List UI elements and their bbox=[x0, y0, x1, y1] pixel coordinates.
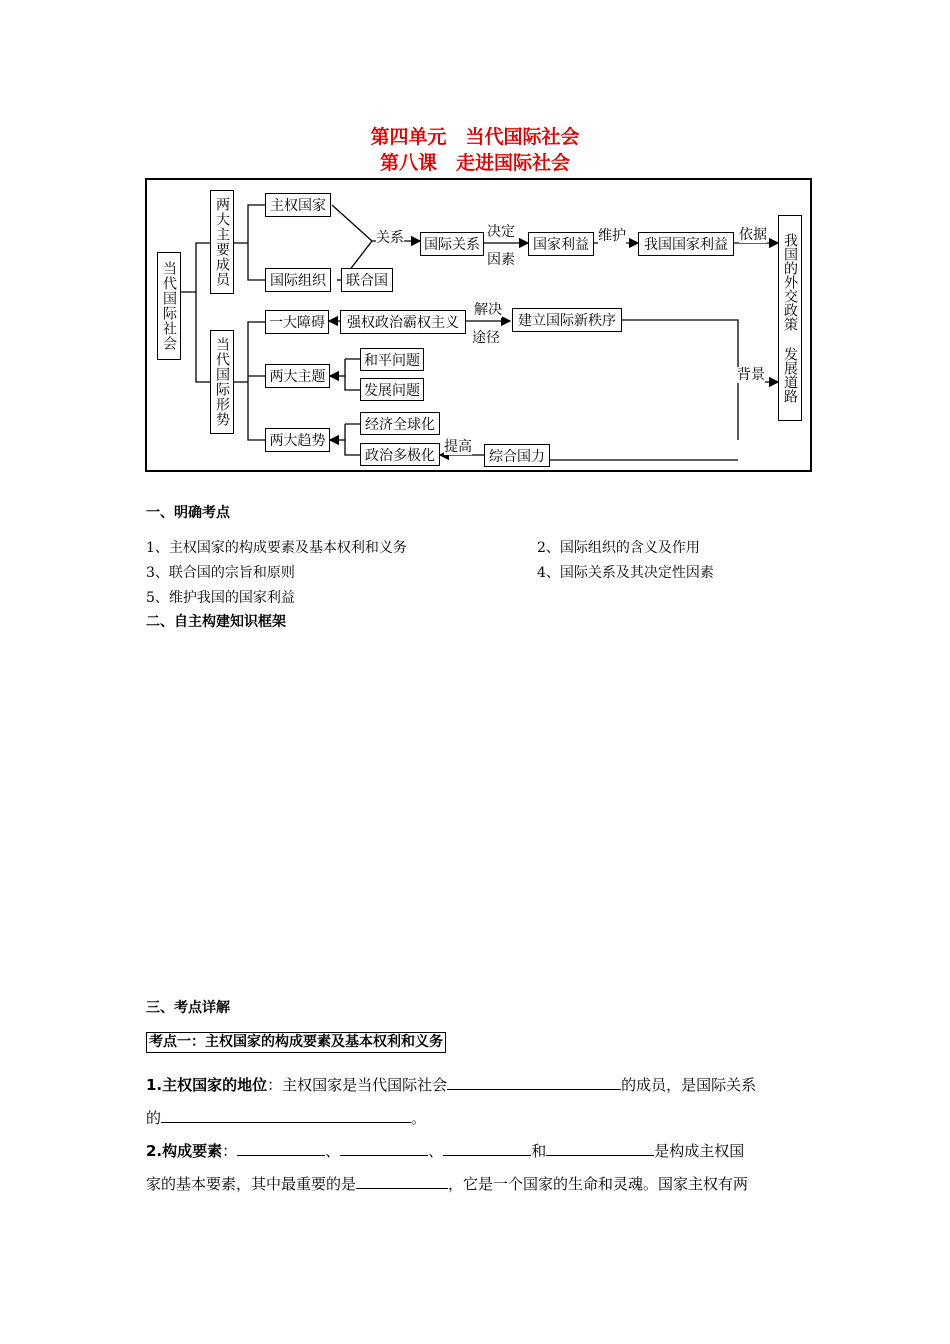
blank-input[interactable] bbox=[237, 1141, 325, 1156]
p2-text-d: ，它是一个国家的生命和灵魂。国家主权有两 bbox=[448, 1175, 749, 1193]
defend-label: 维护 bbox=[598, 228, 626, 244]
p1-text-a: ：主权国家是当代国际社会 bbox=[267, 1076, 448, 1094]
blank-input[interactable] bbox=[356, 1174, 448, 1189]
p2-and: 和 bbox=[531, 1142, 547, 1160]
lesson-title: 第八课 走进国际社会 bbox=[379, 152, 570, 174]
big-obstacle-box: 一大障碍 bbox=[265, 310, 329, 334]
sovereign-state-box: 主权国家 bbox=[265, 193, 331, 217]
exam-point-3: 3、联合国的宗旨和原则 bbox=[146, 565, 295, 581]
relation-label: 关系 bbox=[376, 230, 404, 246]
solve-label: 解决 bbox=[474, 302, 502, 318]
china-interest-box: 我国国家利益 bbox=[638, 232, 734, 256]
p2-text-a: ： bbox=[222, 1142, 238, 1160]
foreign-policy-box: 我国的外交政策 发展道路 bbox=[778, 215, 802, 421]
intl-relations-box: 国际关系 bbox=[420, 232, 484, 256]
situation-branch-box: 当代国际形势 bbox=[210, 330, 234, 434]
intl-org-box: 国际组织 bbox=[265, 268, 331, 292]
root-box: 当代国际社会 bbox=[157, 252, 181, 360]
un-box: 联合国 bbox=[341, 268, 393, 292]
new-order-box: 建立国际新秩序 bbox=[512, 308, 622, 332]
section2-heading: 二、自主构建知识框架 bbox=[146, 614, 286, 630]
section3-heading: 三、考点详解 bbox=[146, 1000, 230, 1016]
p2-sep1: 、 bbox=[325, 1142, 341, 1160]
blank-input[interactable] bbox=[161, 1108, 411, 1123]
paragraph-1-line-1 bbox=[146, 1074, 811, 1095]
blank-input[interactable] bbox=[340, 1141, 428, 1156]
p1-text-c: 的 bbox=[146, 1109, 162, 1127]
p2-label: 2.构成要素 bbox=[146, 1142, 223, 1160]
exam-point-1: 1、主权国家的构成要素及基本权利和义务 bbox=[146, 540, 407, 556]
point1-title: 考点一：主权国家的构成要素及基本权利和义务 bbox=[146, 1032, 446, 1053]
exam-point-4: 4、国际关系及其决定性因素 bbox=[537, 565, 714, 581]
blank-input[interactable] bbox=[443, 1141, 531, 1156]
p1-text-b: 的成员，是国际关系 bbox=[621, 1076, 757, 1094]
two-trends-box: 两大趋势 bbox=[265, 428, 330, 452]
hegemonism-box: 强权政治霸权主义 bbox=[340, 310, 466, 334]
two-themes-box: 两大主题 bbox=[265, 364, 330, 388]
blank-input[interactable] bbox=[546, 1141, 654, 1156]
unit-title: 第四单元 当代国际社会 bbox=[370, 126, 580, 148]
raise-label: 提高 bbox=[444, 439, 472, 455]
section1-heading: 一、明确考点 bbox=[146, 505, 230, 521]
factor-label: 因素 bbox=[487, 252, 515, 268]
national-interest-box: 国家利益 bbox=[528, 232, 594, 256]
decide-label: 决定 bbox=[487, 224, 515, 240]
paragraph-2-line-1 bbox=[146, 1140, 811, 1161]
peace-box: 和平问题 bbox=[360, 348, 424, 371]
development-box: 发展问题 bbox=[360, 378, 424, 401]
paragraph-1-line-2 bbox=[146, 1107, 811, 1128]
p2-sep2: 、 bbox=[428, 1142, 444, 1160]
globalization-box: 经济全球化 bbox=[360, 412, 440, 435]
p1-text-d: 。 bbox=[411, 1109, 427, 1127]
basis-label: 依据 bbox=[739, 227, 767, 243]
background-label: 背景 bbox=[737, 367, 765, 383]
members-branch-box: 两大主要成员 bbox=[210, 190, 234, 294]
exam-point-2: 2、国际组织的含义及作用 bbox=[537, 540, 700, 556]
p2-text-b: 是构成主权国 bbox=[654, 1142, 745, 1160]
p2-text-c: 家的基本要素，其中最重要的是 bbox=[146, 1175, 357, 1193]
exam-point-5: 5、维护我国的国家利益 bbox=[146, 590, 295, 606]
national-power-box: 综合国力 bbox=[484, 444, 550, 467]
blank-input[interactable] bbox=[447, 1075, 621, 1090]
paragraph-2-line-2 bbox=[146, 1173, 811, 1194]
approach-label: 途径 bbox=[472, 330, 500, 346]
multipolarity-box: 政治多极化 bbox=[360, 443, 440, 466]
p1-label: 1.主权国家的地位 bbox=[146, 1076, 268, 1094]
